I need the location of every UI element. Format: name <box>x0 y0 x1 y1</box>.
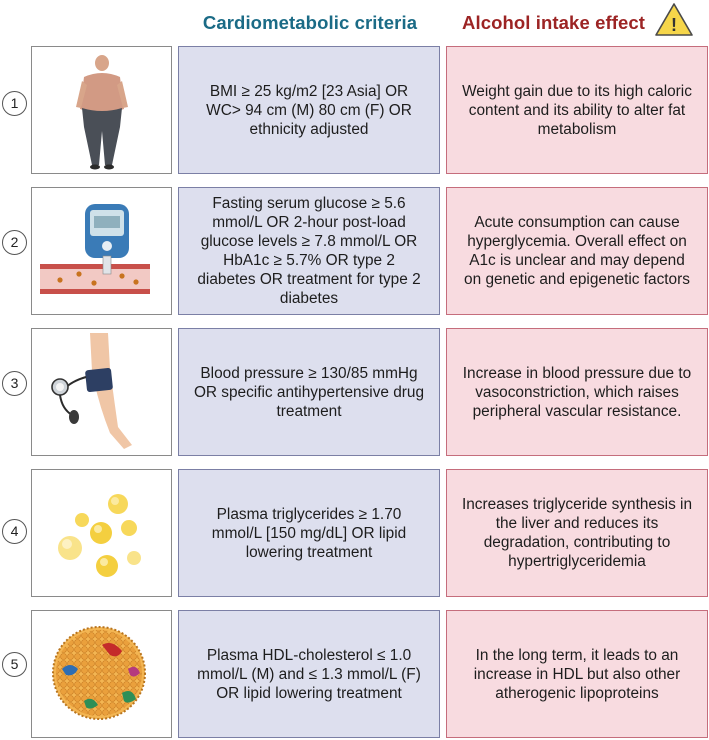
criteria-cell: BMI ≥ 25 kg/m2 [23 Asia] OR WC> 94 cm (M) 80 cm (F) OR ethnicity adjusted <box>178 46 440 174</box>
warning-triangle-icon <box>654 2 694 38</box>
criteria-cell: Fasting serum glucose ≥ 5.6 mmol/L OR 2-hour post-load glucose levels ≥ 7.8 mmol/L OR HbA1c ≥ 5.7% OR type 2 diabetes OR treatment for type 2 diabetes <box>178 187 440 315</box>
glucose-meter-icon <box>32 188 171 314</box>
criteria-row-2 <box>0 187 709 317</box>
criteria-row-5 <box>0 610 709 740</box>
row-number-badge: 2 <box>2 230 27 255</box>
lipoprotein-particle-icon <box>32 611 171 737</box>
row-illustration <box>31 328 172 456</box>
criteria-column-header: Cardiometabolic criteria <box>202 12 418 33</box>
alcohol-effect-cell: In the long term, it leads to an increase in HDL but also other atherogenic lipoproteins <box>446 610 708 738</box>
criteria-row-4 <box>0 469 709 599</box>
warning-symbol: ! <box>671 15 677 35</box>
row-illustration <box>31 469 172 597</box>
overweight-person-icon <box>32 47 171 173</box>
criteria-cell: Blood pressure ≥ 130/85 mmHg OR specific antihypertensive drug treatment <box>178 328 440 456</box>
row-number-badge: 1 <box>2 91 27 116</box>
alcohol-column-header: Alcohol intake effect <box>462 12 646 33</box>
blood-pressure-cuff-icon <box>32 329 171 455</box>
criteria-cell: Plasma HDL-cholesterol ≤ 1.0 mmol/L (M) and ≤ 1.3 mmol/L (F) OR lipid lowering treatment <box>178 610 440 738</box>
row-illustration <box>31 610 172 738</box>
alcohol-effect-cell: Weight gain due to its high caloric content and its ability to alter fat metabolism <box>446 46 708 174</box>
triglyceride-droplets-icon <box>32 470 171 596</box>
criteria-cell: Plasma triglycerides ≥ 1.70 mmol/L [150 mg/dL] OR lipid lowering treatment <box>178 469 440 597</box>
alcohol-effect-cell: Increases triglyceride synthesis in the liver and reduces its degradation, contributing to hypertriglyceridemia <box>446 469 708 597</box>
alcohol-effect-cell: Acute consumption can cause hyperglycemia. Overall effect on A1c is unclear and may depend on genetic and epigenetic factors <box>446 187 708 315</box>
row-illustration <box>31 46 172 174</box>
criteria-row-1 <box>0 46 709 176</box>
row-number-badge: 3 <box>2 371 27 396</box>
row-number-badge: 4 <box>2 519 27 544</box>
row-number-badge: 5 <box>2 652 27 677</box>
row-illustration <box>31 187 172 315</box>
criteria-row-3 <box>0 328 709 458</box>
alcohol-effect-cell: Increase in blood pressure due to vasoconstriction, which raises peripheral vascular resistance. <box>446 328 708 456</box>
